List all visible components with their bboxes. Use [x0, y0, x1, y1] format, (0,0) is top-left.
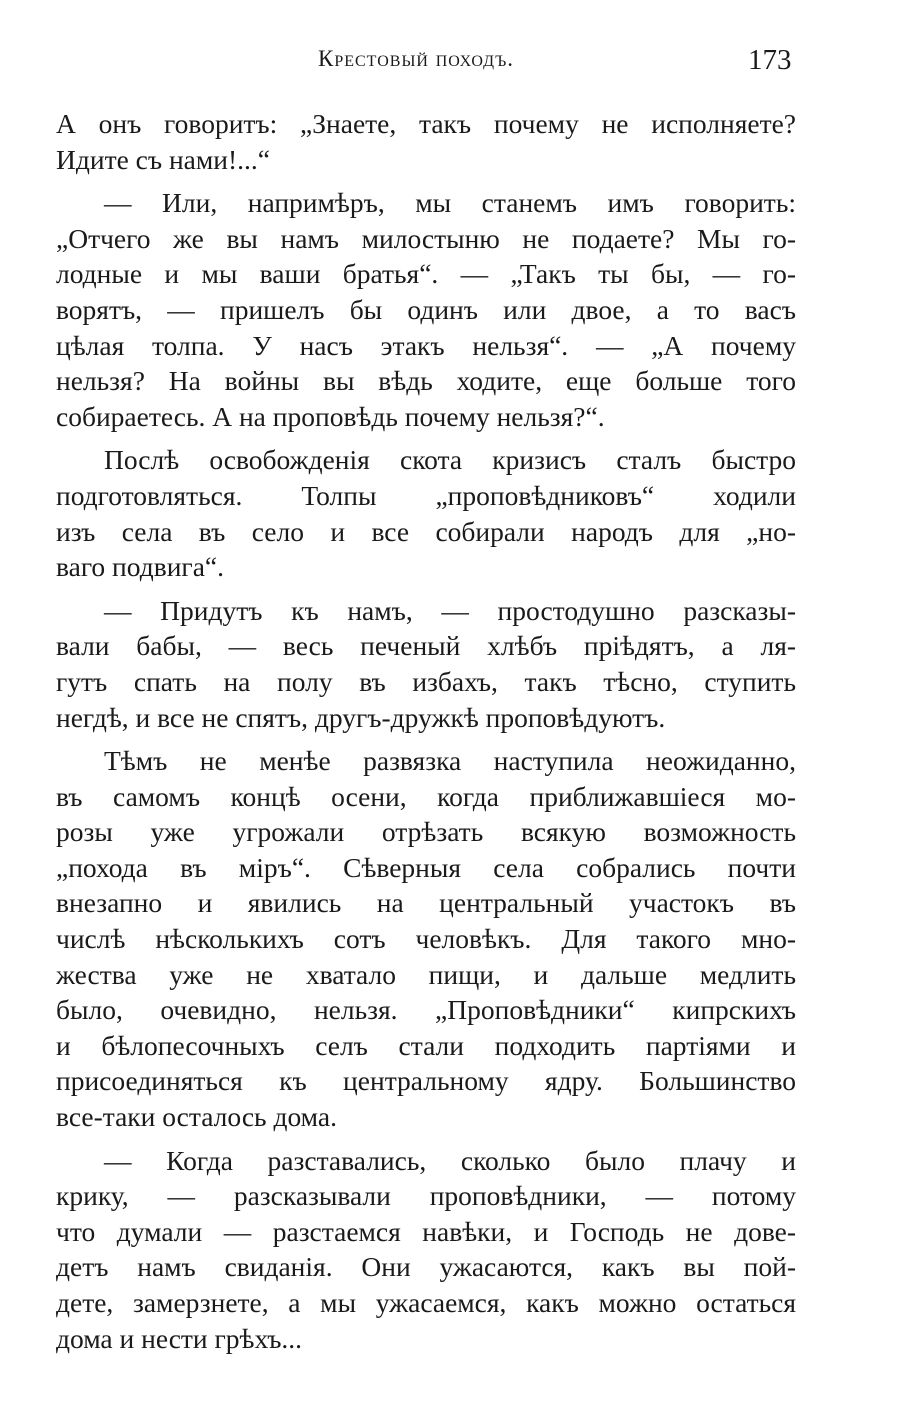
- text-line: негдѣ, и все не спятъ, другъ-дружкѣ проповѣдуютъ.: [56, 701, 666, 733]
- paragraph-gap: [56, 177, 796, 185]
- text-line: Идите съ нами!...“: [56, 143, 270, 175]
- paragraph-gap: [56, 585, 796, 593]
- page-number: 173: [748, 44, 792, 76]
- text-line: „похода въ міръ“. Сѣверныя села собрались почти: [56, 851, 796, 883]
- text-line: дома и нести грѣхъ...: [56, 1322, 303, 1354]
- running-head: [0, 46, 914, 86]
- text-line: числѣ нѣсколькихъ сотъ человѣкъ. Для такого мно-: [56, 923, 796, 955]
- body-text: [56, 106, 796, 1356]
- text-line: внезапно и явились на центральный участокъ въ: [56, 887, 796, 919]
- text-line: присоединяться къ центральному ядру. Большинство: [56, 1065, 796, 1097]
- text-line: А онъ говоритъ: „Знаете, такъ почему не исполняете?: [56, 108, 796, 139]
- text-line: было, очевидно, нельзя. „Проповѣдники“ кипрскихъ: [56, 994, 796, 1026]
- text-line: что думали — разстаемся навѣки, и Господь не дове-: [56, 1215, 796, 1247]
- paragraph: [56, 743, 796, 1135]
- text-line: „Отчего же вы намъ милостыню не подаете? Мы го-: [56, 222, 796, 254]
- text-line: гутъ спать на полу въ избахъ, такъ тѣсно, ступить: [56, 665, 796, 697]
- text-line: все-таки осталось дома.: [56, 1101, 337, 1133]
- text-line: крику, — разсказывали проповѣдники, — потому: [56, 1180, 796, 1212]
- paragraph: [56, 593, 796, 735]
- paragraph-gap: [56, 735, 796, 743]
- paragraph-gap: [56, 1135, 796, 1143]
- text-line: ваго подвига“.: [56, 551, 224, 583]
- text-line: жества уже не хватало пищи, и дальше медлить: [56, 958, 796, 990]
- paragraph: [56, 1143, 796, 1357]
- text-line: ворятъ, — пришелъ бы одинъ или двое, а то васъ: [56, 293, 796, 325]
- text-line: — Придутъ къ намъ, — простодушно разсказы-: [104, 594, 796, 626]
- text-line: детъ намъ свиданія. Они ужасаются, какъ вы пой-: [56, 1251, 796, 1283]
- text-line: собираетесь. А на проповѣдь почему нельзя?“.: [56, 400, 605, 432]
- paragraph: [56, 185, 796, 434]
- text-line: — Или, напримѣръ, мы станемъ имъ говорить:: [104, 187, 796, 219]
- text-line: дете, замерзнете, а мы ужасаемся, какъ можно остаться: [56, 1287, 796, 1318]
- text-line: изъ села въ село и все собирали народъ для „но-: [56, 515, 796, 547]
- paragraph-gap: [56, 434, 796, 442]
- running-title: Крестовый походъ.: [318, 46, 515, 71]
- text-line: лодные и мы ваши братья“. — „Такъ ты бы, — го-: [56, 258, 796, 290]
- text-line: и бѣлопесочныхъ селъ стали подходить партіями и: [56, 1029, 796, 1061]
- text-line: подготовляться. Толпы „проповѣдниковъ“ ходили: [56, 479, 796, 511]
- paragraph: [56, 442, 796, 584]
- text-line: въ самомъ концѣ осени, когда приближавшіеся мо-: [56, 780, 796, 812]
- paragraph: [56, 106, 796, 177]
- text-line: Послѣ освобожденія скота кризисъ сталъ быстро: [104, 444, 796, 476]
- text-line: розы уже угрожали отрѣзать всякую возможность: [56, 816, 796, 848]
- text-line: нельзя? На войны вы вѣдь ходите, еще больше того: [56, 365, 796, 397]
- text-line: цѣлая толпа. У насъ этакъ нельзя“. — „А почему: [56, 329, 796, 361]
- text-line: вали бабы, — весь печеный хлѣбъ пріѣдятъ, а ля-: [56, 630, 796, 662]
- text-line: Тѣмъ не менѣе развязка наступила неожиданно,: [104, 745, 796, 777]
- text-line: — Когда разставались, сколько было плачу и: [104, 1144, 796, 1176]
